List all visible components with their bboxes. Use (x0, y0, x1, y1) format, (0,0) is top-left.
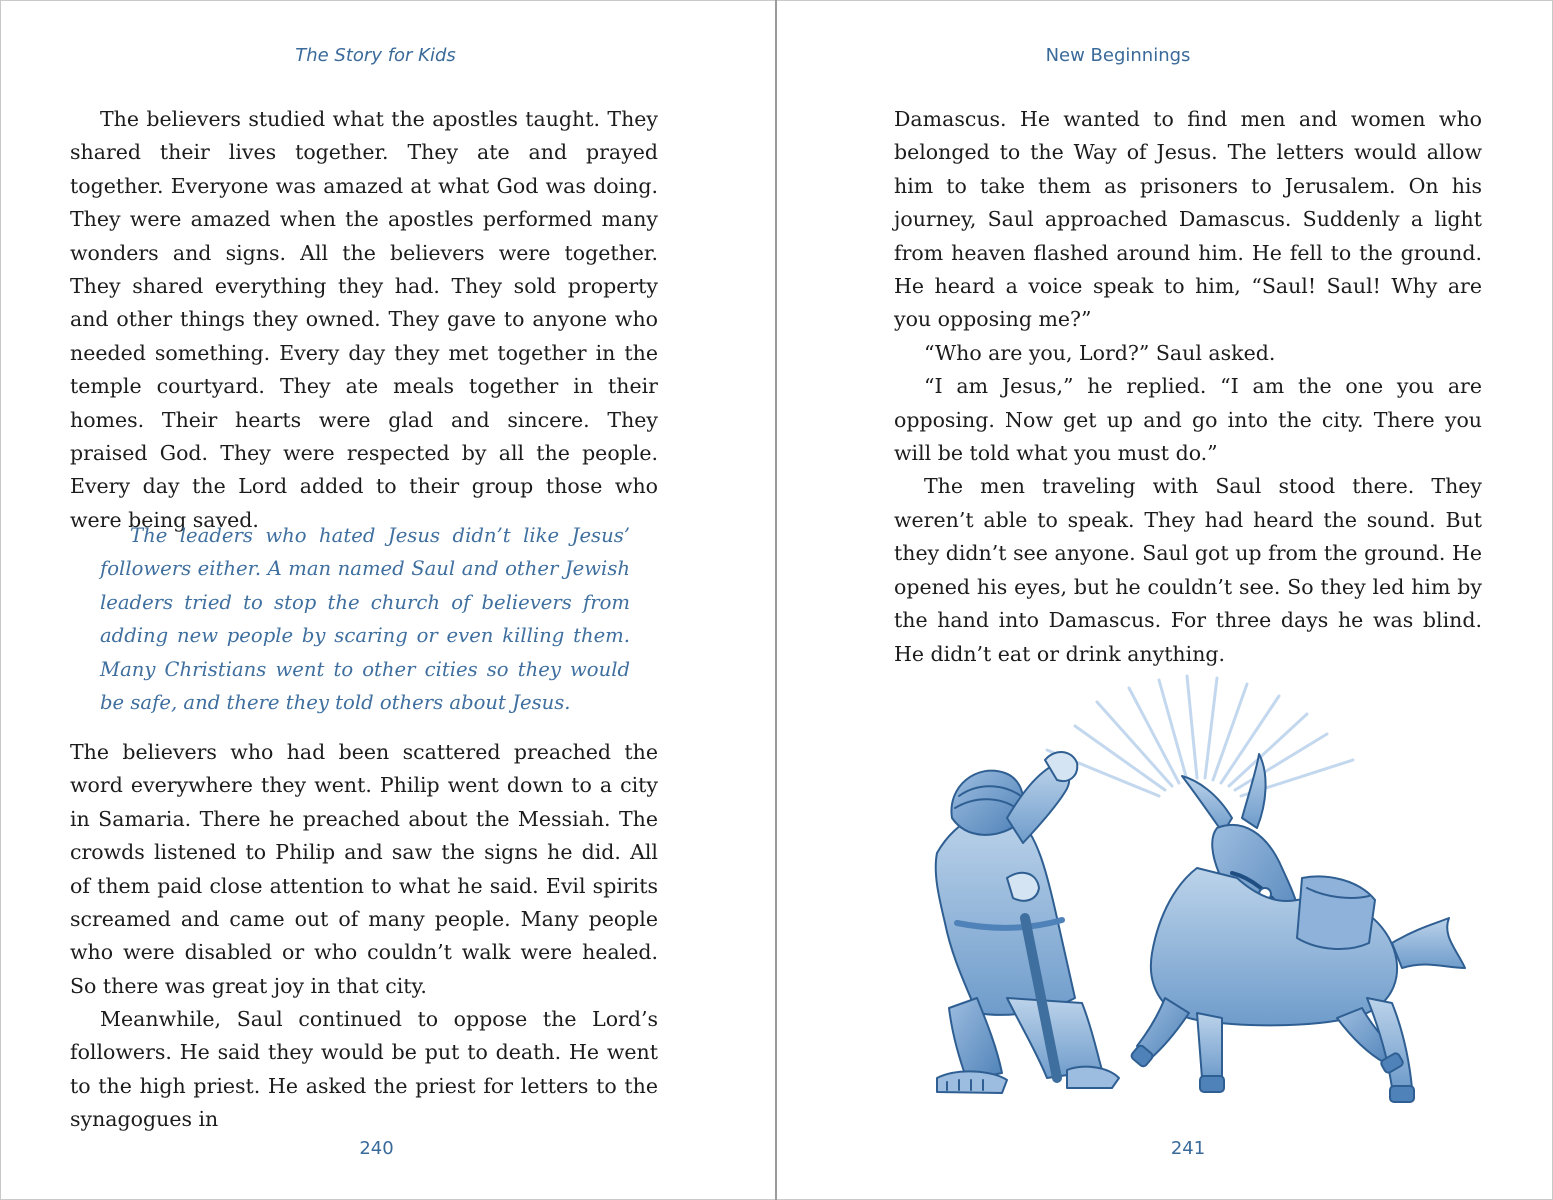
right-paragraph-1: Damascus. He wanted to find men and women who belonged to the Way of Jesus. The letters would allow him to take them as prisoners to Jerusalem. On his journey, Saul approached Damascus. Suddenly a light from heaven flashed around him. He fell to the ground. He heard a voice speak to him, “Saul! Saul! Why are you opposing me?” (894, 107, 1482, 332)
left-text-bottom (70, 1003, 658, 1137)
saul-figure (936, 752, 1119, 1093)
narrator-aside: The leaders who hated Jesus didn’t like Jesus’ followers either. A man named Saul and other Jewish leaders tried to stop the church of believers from adding new people by scaring or even killing them. Many Christians went to other cities so they would be safe, and there they told others about Jesus. (100, 524, 630, 715)
right-paragraph-3: “I am Jesus,” he replied. “I am the one you are opposing. Now get up and go into the city. There you will be told what you must do.” (894, 374, 1482, 466)
right-running-head: New Beginnings (1045, 45, 1191, 66)
left-text-top (70, 103, 658, 537)
right-paragraph-2: “Who are you, Lord?” Saul asked. (924, 340, 1276, 365)
left-running-head: The Story for Kids (295, 45, 456, 66)
right-page (777, 0, 1553, 1200)
left-page-number: 240 (359, 1138, 394, 1159)
left-text-middle (70, 736, 658, 1003)
heavenly-light-rays (1047, 676, 1353, 796)
right-page-number: 241 (1170, 1138, 1206, 1159)
right-text (894, 103, 1482, 671)
left-paragraph-3: Meanwhile, Saul continued to oppose the Lord’s followers. He said they would be put to death. He went to the high priest. He asked the priest for letters to the synagogues in (70, 1007, 658, 1132)
saul-and-donkey-illustration (897, 668, 1497, 1113)
donkey-figure (1130, 754, 1465, 1102)
right-paragraph-4: The men traveling with Saul stood there. They weren’t able to speak. They had heard the sound. But they didn’t see anyone. Saul got up from the ground. He opened his eyes, but he couldn’t see. So they led him by the hand into Damascus. For three days he was blind. He didn’t eat or drink anything. (894, 474, 1482, 666)
left-page (0, 0, 775, 1200)
left-paragraph-1: The believers studied what the apostles taught. They shared their lives together. They ate and prayed together. Everyone was amazed at what God was doing. They were amazed when the apostles performed many wonders and signs. All the believers were together. They shared everything they had. They sold property and other things they owned. They gave to anyone who needed something. Every day they met together in the temple courtyard. They ate meals together in their homes. Their hearts were glad and sincere. They praised God. They were respected by all the people. Every day the Lord added to their group those who were being saved. (70, 107, 658, 532)
left-paragraph-2: The believers who had been scattered preached the word everywhere they went. Philip went down to a city in Samaria. There he preached about the Messiah. The crowds listened to Philip and saw the signs he did. All of them paid close attention to what he said. Evil spirits screamed and came out of many people. Many people who were disabled or who couldn’t walk were healed. So there was great joy in that city. (70, 740, 658, 998)
